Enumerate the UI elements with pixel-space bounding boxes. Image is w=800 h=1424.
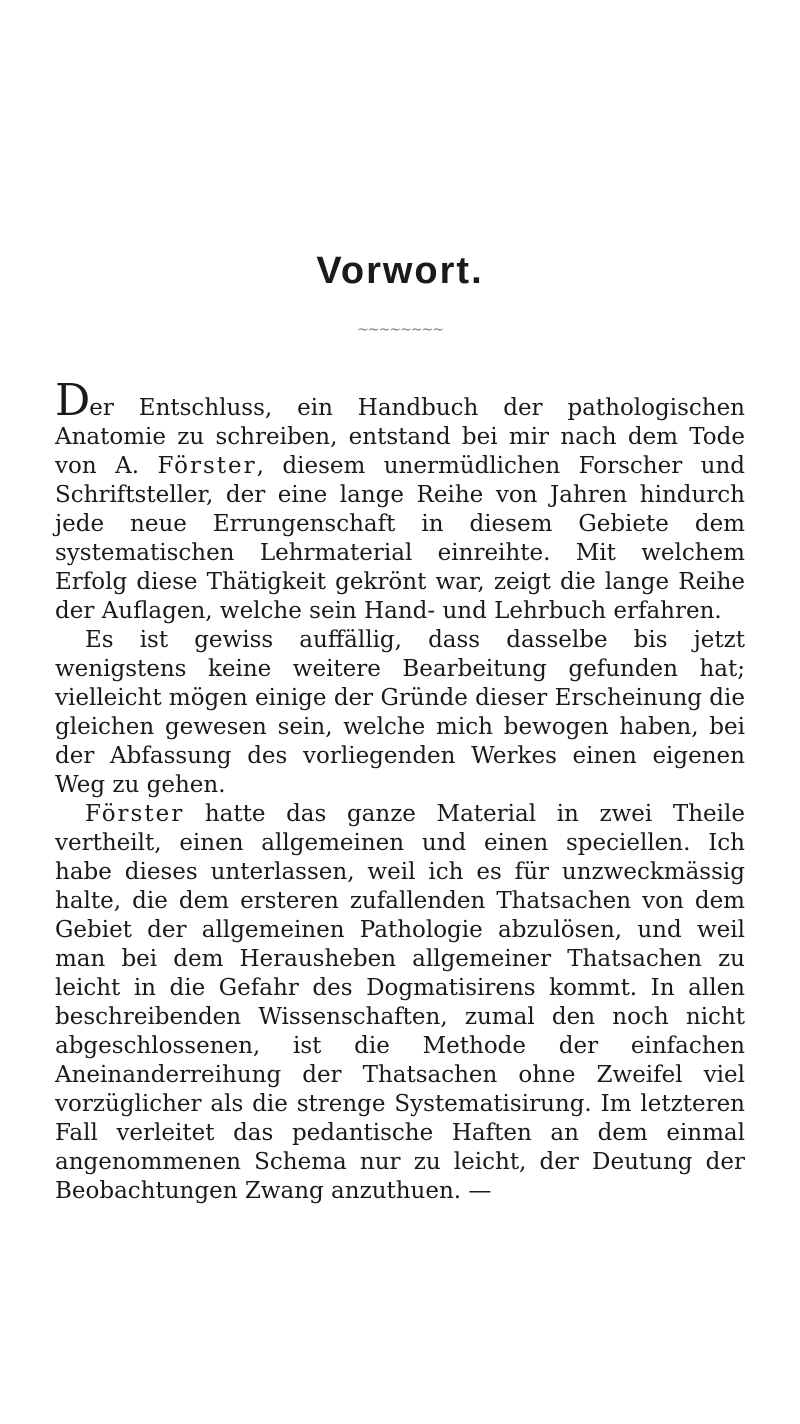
drop-cap: D (55, 375, 90, 426)
paragraph-1 (55, 375, 745, 626)
page-title: Vorwort. (316, 250, 484, 292)
paragraph-1-text-a: er Entschluss, ein Handbuch der pathologischen Anatomie zu schreiben, entstand bei mir nach dem Tode von A. (55, 395, 745, 479)
title-ornament: ~~~~~~~~ (357, 322, 443, 338)
paragraph-3 (55, 800, 745, 1206)
author-name-foerster: Förster (157, 453, 257, 479)
paragraph-2: Es ist gewiss auffällig, dass dasselbe bis jetzt wenigstens keine weitere Bearbeitung gefunden hat; vielleicht mögen einige der Gründe dieser Erscheinung die gleichen gewesen sein, welche mich bewogen haben, bei der Abfassung des vorliegenden Werkes einen eigenen Weg zu gehen. (55, 627, 745, 798)
preface-text (55, 375, 745, 1206)
book-page (55, 0, 745, 1424)
author-name-foerster-2: Förster (85, 801, 185, 827)
paragraph-3-text: hatte das ganze Material in zwei Theile vertheilt, einen allgemeinen und einen speciellen. Ich habe dieses unterlassen, weil ich es für unzweckmässig halte, die dem ersteren zufallenden Thatsachen von dem Gebiet der allgemeinen Pathologie abzulösen, und weil man bei dem Herausheben allgemeiner Thatsachen zu leicht in die Gefahr des Dogmatisirens kommt. In allen beschreibenden Wissenschaften, zumal den noch nicht abgeschlossenen, ist die Methode der einfachen Aneinanderreihung der Thatsachen ohne Zweifel viel vorzüglicher als die strenge Systematisirung. Im letzteren Fall verleitet das pedantische Haften an dem einmal angenommenen Schema nur zu leicht, der Deutung der Beobachtungen Zwang anzuthuen. — (55, 801, 745, 1204)
paragraph-1-text-b: , diesem unermüdlichen Forscher und Schriftsteller, der eine lange Reihe von Jahren hindurch jede neue Errungenschaft in diesem Gebiete dem systematischen Lehrmaterial einreihte. Mit welchem Erfolg diese Thätigkeit gekrönt war, zeigt die lange Reihe der Auflagen, welche sein Hand- und Lehrbuch erfahren. (55, 453, 745, 624)
